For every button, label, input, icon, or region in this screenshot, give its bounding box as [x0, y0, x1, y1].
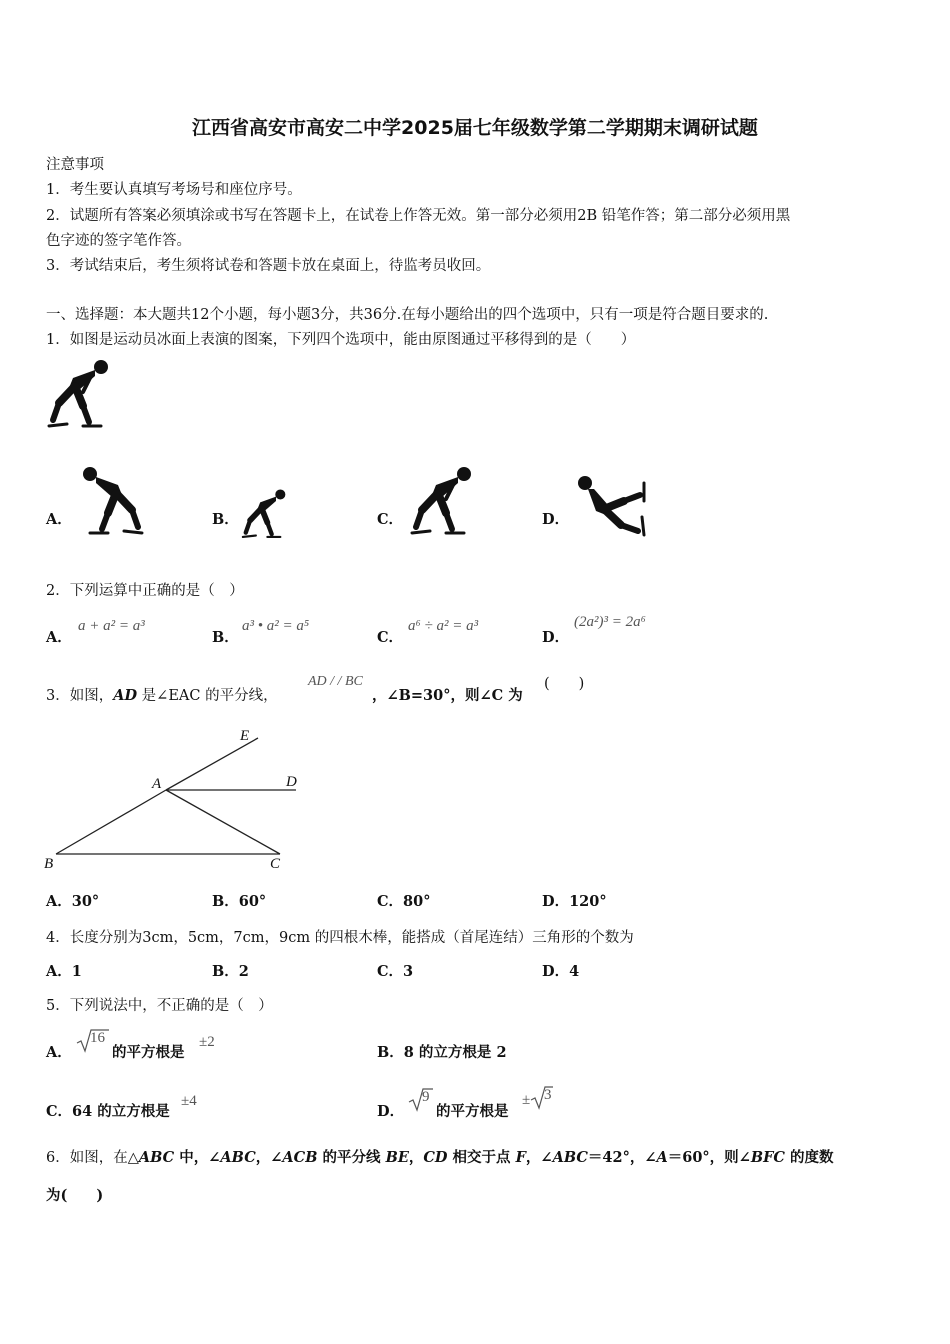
q5-option-c[interactable]: C．64 的立方根是 [46, 1103, 170, 1120]
q3-line-ac [166, 790, 280, 854]
q2-option-d-formula[interactable]: (2a²)³ = 2a⁶ [574, 614, 646, 630]
section-heading: 一、选择题：本大题共12个小题，每小题3分，共36分.在每小题给出的四个选项中，只有一项是符合题目要求的. [46, 307, 769, 323]
q6-t1: 6．如图，在△ [46, 1150, 139, 1166]
q3-option-b[interactable]: B．60° [212, 893, 267, 910]
notice-item: 2．试题所有答案必须填涂或书写在答题卡上，在试卷上作答无效。第一部分必须用2B 铅笔作答；第二部分必须用黑 [46, 208, 791, 224]
q6-t17: ＝60°，则∠ [667, 1149, 751, 1166]
q6-t12: F [515, 1149, 526, 1166]
q6-t11: 相交于点 [447, 1149, 516, 1166]
q5-d-text: 的平方根是 [436, 1103, 509, 1120]
q4-option-c[interactable]: C．3 [377, 963, 414, 980]
q4-option-d[interactable]: D．4 [542, 963, 580, 980]
q6-t7: 的平分线 [317, 1149, 386, 1166]
q3-geometry-figure [42, 724, 312, 874]
q5-a-value: ±2 [199, 1034, 215, 1050]
q3-stem-ad: AD [113, 687, 138, 704]
q5-option-d-label: D． [377, 1103, 405, 1120]
q1-option-b-label: B． [212, 511, 239, 528]
q3-paren: ( ) [544, 676, 585, 692]
q5-option-b[interactable]: B．8 的立方根是 2 [377, 1044, 507, 1061]
q2-stem: 2．下列运算中正确的是（ ） [46, 583, 244, 599]
q5-stem: 5．下列说法中，不正确的是（ ） [46, 998, 273, 1014]
q3-formula: AD / / BC [308, 674, 363, 689]
skater-option-a-figure[interactable] [76, 465, 146, 540]
page-title: 江西省高安市高安二中学2025届七年级数学第二学期期末调研试题 [192, 117, 758, 139]
q6-t18: BFC [750, 1149, 785, 1166]
q6-t2: ABC [138, 1149, 175, 1166]
q4-option-a[interactable]: A．1 [46, 963, 82, 980]
notice-heading: 注意事项 [46, 157, 104, 173]
q6-stem-line2: 为( ) [46, 1187, 104, 1204]
q3-stem [46, 684, 278, 705]
q2-option-a-formula[interactable]: a + a² = a³ [78, 618, 145, 634]
q6-stem-line1 [46, 1146, 833, 1167]
skater-option-b-figure[interactable] [240, 488, 290, 542]
q5-a-radicand: 16 [90, 1030, 105, 1046]
q3-point-d: D [286, 774, 297, 790]
q6-t4: ABC [220, 1149, 256, 1166]
q3-line-ae [166, 738, 258, 790]
q5-d-value-radicand: 3 [544, 1087, 552, 1103]
q3-line-ba [56, 790, 166, 854]
q3-stem-tail: ，∠B=30°，则∠C 为 [372, 687, 523, 704]
q6-t3: 中，∠ [174, 1149, 221, 1166]
q6-t5: ，∠ [255, 1149, 283, 1166]
q6-t19: 的度数 [784, 1149, 834, 1166]
q5-option-a-label: A． [46, 1044, 72, 1061]
q3-option-d[interactable]: D．120° [542, 893, 607, 910]
q2-option-d-label: D． [542, 629, 570, 646]
skater-original-figure [45, 358, 115, 433]
q2-option-c-label: C． [377, 629, 404, 646]
q6-t16: A [656, 1149, 668, 1166]
q3-stem-lead: 3．如图， [46, 688, 114, 704]
q5-d-sqrt-sign [408, 1087, 434, 1113]
q3-option-c[interactable]: C．80° [377, 893, 431, 910]
q3-stem-mid: 是∠EAC 的平分线， [137, 688, 278, 704]
q4-option-b[interactable]: B．2 [212, 963, 249, 980]
q6-t9: ， [408, 1149, 424, 1166]
skater-option-c-figure[interactable] [408, 465, 478, 540]
q6-t14: ABC [552, 1149, 588, 1166]
q5-a-text: 的平方根是 [112, 1044, 185, 1061]
q2-option-b-formula[interactable]: a³ • a² = a⁵ [242, 618, 310, 634]
q3-point-c: C [270, 856, 281, 872]
q3-point-e: E [240, 728, 250, 744]
q4-stem: 4．长度分别为3cm，5cm，7cm，9cm 的四根木棒，能搭成（首尾连结）三角形的个数为 [46, 930, 634, 946]
notice-item: 1．考生要认真填写考场号和座位序号。 [46, 182, 302, 198]
q2-option-a-label: A． [46, 629, 72, 646]
q2-option-b-label: B． [212, 629, 239, 646]
q1-option-d-label: D． [542, 511, 570, 528]
skater-option-d-figure[interactable] [572, 472, 647, 542]
q1-option-c-label: C． [377, 511, 404, 528]
notice-item: 3．考试结束后，考生须将试卷和答题卡放在桌面上，待监考员收回。 [46, 258, 491, 274]
q5-d-radicand: 9 [422, 1089, 430, 1105]
q1-option-a-label: A． [46, 511, 72, 528]
q6-t13: ，∠ [525, 1149, 553, 1166]
q6-t8: BE [385, 1149, 409, 1166]
q3-point-b: B [44, 856, 54, 872]
notice-item: 色字迹的签字笔作答。 [46, 233, 191, 249]
q3-option-a[interactable]: A．30° [46, 893, 100, 910]
q6-t6: ACB [282, 1149, 318, 1166]
q3-point-a: A [152, 776, 162, 792]
q2-option-c-formula[interactable]: a⁶ ÷ a² = a³ [408, 618, 479, 634]
q6-t15: ＝42°，∠ [587, 1149, 657, 1166]
q6-t10: CD [423, 1149, 448, 1166]
q5-c-value: ±4 [181, 1093, 197, 1109]
q5-d-pm: ± [522, 1092, 531, 1108]
q1-stem: 1．如图是运动员冰面上表演的图案，下列四个选项中，能由原图通过平移得到的是（ ） [46, 332, 636, 348]
